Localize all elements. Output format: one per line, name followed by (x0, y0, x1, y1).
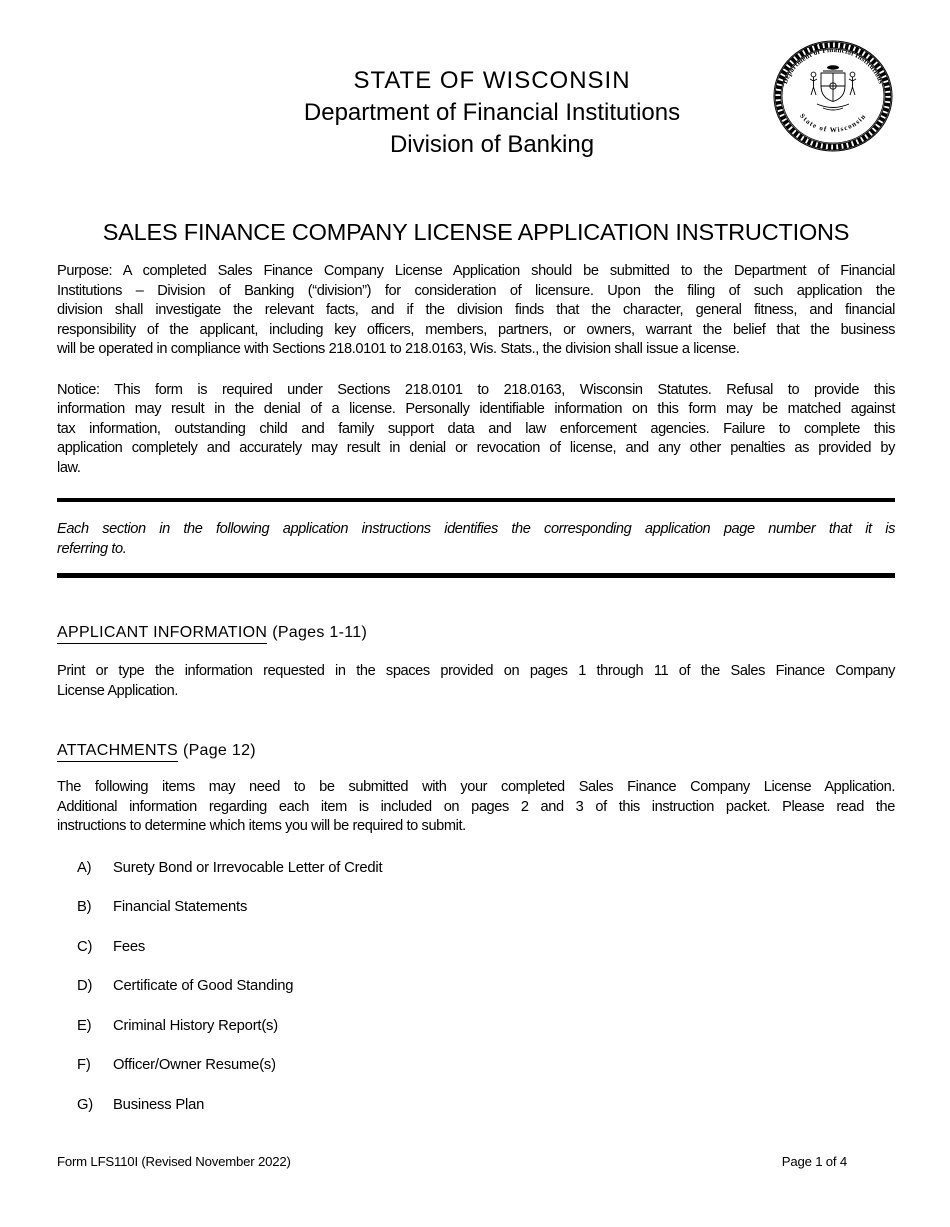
document-footer (57, 1153, 895, 1171)
agency-line-division: Division of Banking (389, 131, 595, 158)
item-label: Financial Statements (113, 899, 248, 915)
text-line: Purpose: A completed Sales Finance Company License Application should be submitted to the Department of Financial (57, 263, 895, 279)
text-line: Additional information regarding each item is included on pages 2 and 3 of this instruction packet. Please read the (57, 798, 895, 815)
seal-top-text: Department of Financial Institutions (781, 45, 885, 85)
text-line: division shall investigate the relevant facts, and if the division finds that the character, general fitness, and financial (57, 302, 895, 318)
attachments-paragraph (57, 778, 895, 837)
list-item (57, 937, 895, 957)
text-line: will be operated in compliance with Sections 218.0101 to 218.0163, Wis. Stats., the division shall issue a license. (57, 341, 740, 357)
item-marker: G) (77, 1096, 94, 1113)
text-line: information may result in the denial of a license. Personally identifiable information on this form may be matched against (57, 401, 895, 417)
list-item (57, 1055, 895, 1075)
divider-note-paragraph (57, 520, 895, 559)
text-line: Institutions – Division of Banking (“division”) for consideration of licensure. Upon the filing of such application the (57, 282, 895, 299)
text-line: referring to. (57, 540, 127, 557)
list-item (57, 1095, 895, 1115)
applicant-information-heading-pages: (Pages 1-11) (272, 624, 368, 641)
item-label: Fees (113, 938, 146, 955)
wisconsin-dfi-seal-icon (771, 38, 895, 154)
purpose-paragraph (57, 262, 895, 360)
text-line: Each section in the following application instructions identifies the corresponding application page number that it is (57, 521, 895, 537)
text-line: application completely and accurately may result in denial or revocation of license, and any other penalties as provided by (57, 440, 895, 456)
applicant-information-paragraph (57, 662, 895, 701)
horizontal-rule-bottom (57, 573, 895, 578)
agency-line-state: STATE OF WISCONSIN (353, 67, 631, 94)
item-marker: E) (77, 1017, 92, 1034)
item-marker: A) (77, 859, 92, 876)
item-label: Surety Bond or Irrevocable Letter of Credit (113, 859, 383, 876)
text-line: law. (57, 459, 81, 476)
item-marker: B) (77, 899, 92, 915)
list-item (57, 976, 895, 996)
item-marker: D) (77, 978, 93, 994)
attachments-list (57, 858, 895, 1115)
horizontal-rule-top (57, 498, 895, 502)
item-label: Officer/Owner Resume(s) (113, 1057, 276, 1073)
page-indicator: Page 1 of 4 (781, 1154, 847, 1169)
agency-line-department: Department of Financial Institutions (303, 99, 681, 126)
applicant-information-heading-text: APPLICANT INFORMATION (57, 624, 267, 644)
item-marker: C) (77, 938, 93, 955)
text-line: Print or type the information requested in the spaces provided on pages 1 through 11 of the Sales Finance Company (57, 663, 895, 679)
document-title: SALES FINANCE COMPANY LICENSE APPLICATION INSTRUCTIONS (102, 219, 850, 245)
text-line: instructions to determine which items you will be required to submit. (57, 818, 466, 834)
item-label: Criminal History Report(s) (113, 1017, 278, 1034)
notice-paragraph (57, 381, 895, 479)
text-line: The following items may need to be submitted with your completed Sales Finance Company License Application. (57, 779, 895, 795)
section-heading-applicant-information (57, 622, 895, 643)
state-seal (771, 38, 895, 156)
attachments-heading-text: ATTACHMENTS (57, 742, 178, 762)
attachments-heading-pages: (Page 12) (182, 742, 256, 759)
document-header (57, 0, 895, 161)
form-number: Form LFS110I (Revised November 2022) (57, 1154, 291, 1169)
item-marker: F) (77, 1057, 91, 1073)
text-line: tax information, outstanding child and family support data and law enforcement agencies. Failure to complete this (57, 420, 895, 437)
text-line: Notice: This form is required under Sections 218.0101 to 218.0163, Wisconsin Statutes. Refusal to provide this (57, 381, 895, 398)
text-line: License Application. (57, 682, 178, 699)
list-item (57, 897, 895, 917)
seal-bottom-text: State of Wisconsin (798, 112, 868, 135)
item-label: Business Plan (113, 1096, 205, 1113)
list-item (57, 858, 895, 878)
item-label: Certificate of Good Standing (113, 978, 294, 994)
section-heading-attachments (57, 740, 895, 761)
list-item (57, 1016, 895, 1036)
text-line: responsibility of the applicant, including key officers, members, partners, or owners, warrant the belief that the business (57, 321, 895, 338)
